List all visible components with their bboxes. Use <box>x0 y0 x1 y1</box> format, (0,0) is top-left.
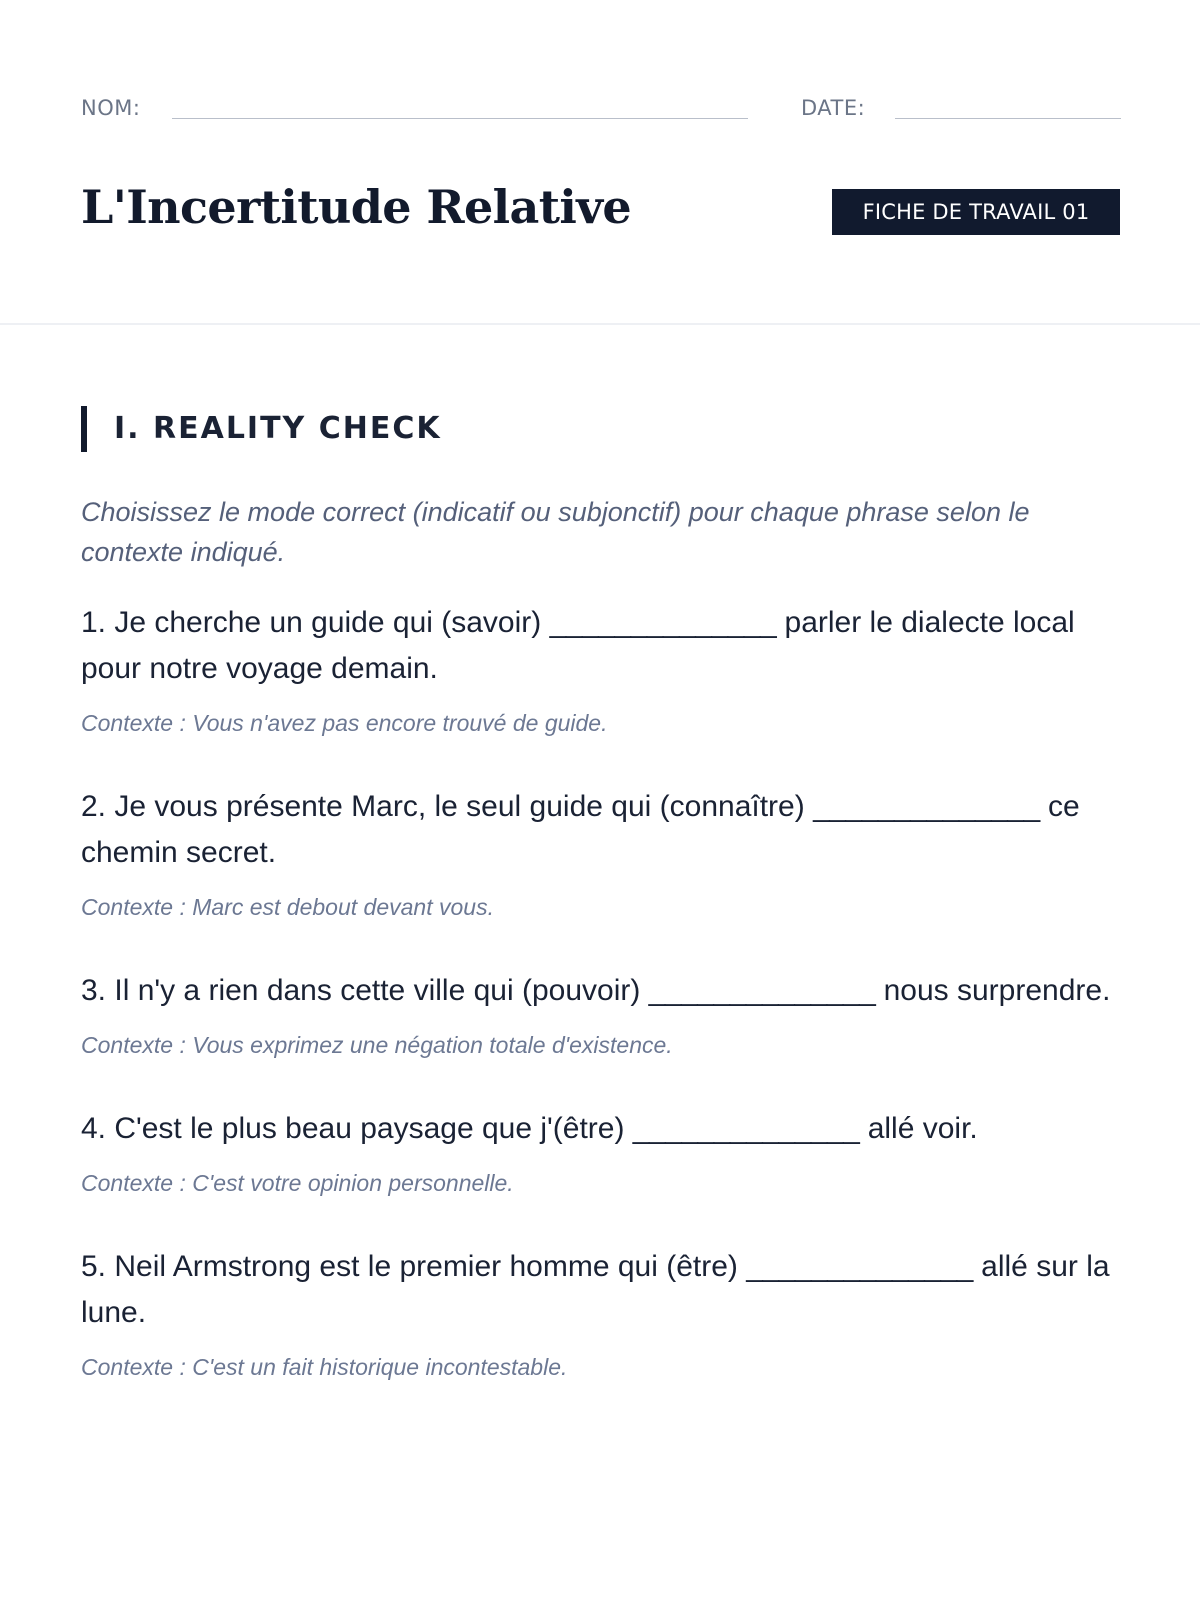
question-continuation: parler le dialecte local pour notre voyage demain. <box>81 606 1075 685</box>
page-title: L'Incertitude Relative <box>81 180 632 234</box>
question-prompt: 2. Je vous présente Marc, le seul guide qui (connaître) <box>81 790 814 823</box>
nom-field[interactable] <box>172 118 748 119</box>
date-field[interactable] <box>895 118 1121 119</box>
nom-label: NOM: <box>81 96 141 120</box>
question-prompt: 5. Neil Armstrong est le premier homme qui (être) <box>81 1250 747 1283</box>
question-context: Contexte : C'est un fait historique incontestable. <box>81 1354 568 1380</box>
question-5 <box>81 1244 1121 1384</box>
question-context: Contexte : C'est votre opinion personnelle. <box>81 1170 514 1196</box>
question-4 <box>81 1106 1121 1200</box>
question-prompt: 3. Il n'y a rien dans cette ville qui (pouvoir) <box>81 974 649 1007</box>
section-heading: I. REALITY CHECK <box>114 411 442 446</box>
question-continuation: allé voir. <box>859 1112 978 1145</box>
answer-blank[interactable]: ______________ <box>632 1112 860 1145</box>
student-fields <box>81 96 1121 126</box>
question-1 <box>81 600 1121 740</box>
question-list <box>81 600 1121 1384</box>
worksheet-header <box>0 0 1200 325</box>
question-text <box>81 1244 1121 1336</box>
section-heading-block <box>81 406 1121 452</box>
answer-blank[interactable]: ______________ <box>648 974 876 1007</box>
section-instructions: Choisissez le mode correct (indicatif ou subjonctif) pour chaque phrase selon le contexte indiqué. <box>81 497 1030 567</box>
answer-blank[interactable]: ______________ <box>549 606 777 639</box>
question-text <box>81 600 1121 692</box>
question-text <box>81 968 1121 1014</box>
section-reality-check <box>81 406 1121 1428</box>
answer-blank[interactable]: ______________ <box>813 790 1040 823</box>
question-context: Contexte : Vous n'avez pas encore trouvé de guide. <box>81 710 608 736</box>
worksheet-badge: FICHE DE TRAVAIL 01 <box>832 189 1120 235</box>
question-2 <box>81 784 1121 924</box>
date-label: DATE: <box>801 96 866 120</box>
answer-blank[interactable]: ______________ <box>746 1250 973 1283</box>
question-context: Contexte : Vous exprimez une négation totale d'existence. <box>81 1032 673 1058</box>
question-prompt: 1. Je cherche un guide qui (savoir) <box>81 606 550 639</box>
question-3 <box>81 968 1121 1062</box>
question-text <box>81 1106 1121 1152</box>
question-context: Contexte : Marc est debout devant vous. <box>81 894 494 920</box>
question-continuation: nous surprendre. <box>875 974 1111 1007</box>
question-continuation: ce chemin secret. <box>81 790 1080 869</box>
question-prompt: 4. C'est le plus beau paysage que j'(être) <box>81 1112 633 1145</box>
question-continuation: allé sur la lune. <box>81 1250 1110 1329</box>
question-text <box>81 784 1121 876</box>
